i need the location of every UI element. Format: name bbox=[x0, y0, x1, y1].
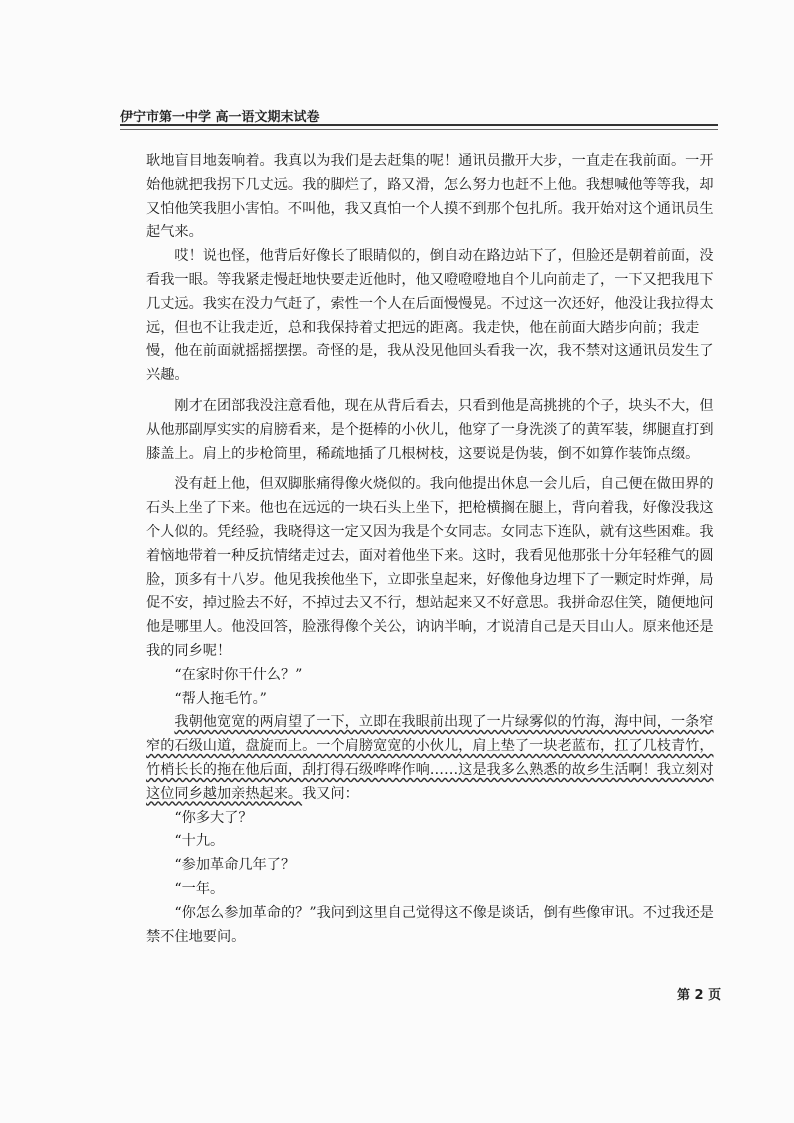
header-rule bbox=[120, 124, 718, 126]
reading-passage bbox=[146, 150, 718, 949]
paragraph: 刚才在团部我没注意看他，现在从背后看去，只看到他是高挑挑的个子，块头不大，但从他那副厚实实的肩膀看来，是个挺棒的小伙儿，他穿了一身洗淡了的黄军装，绑腿直打到膝盖上。肩上的步枪筒里，稀疏地插了几根树枝，这要说是伪装，倒不如算作装饰点缀。 bbox=[146, 397, 714, 462]
header-rule-thin bbox=[120, 129, 718, 130]
dialogue-line: “十九。 bbox=[174, 833, 225, 850]
underlined-paragraph bbox=[146, 711, 718, 806]
page-header-title: 伊宁市第一中学 高一语文期末试卷 bbox=[120, 110, 320, 125]
paragraph: 哎！说也怪，他背后好像长了眼睛似的，倒自动在路边站下了，但脸还是朝着前面，没看我一眼。等我紧走慢赶地快要走近他时，他又噔噔噔地自个儿向前走了，一下又把我甩下几丈远。我实在没力气赶了，索性一个人在后面慢慢晃。不过这一次还好，他没让我拉得太远，但也不让我走近，总和我保持着丈把远的距离。我走快，他在前面大踏步向前；我走慢，他在前面就摇摇摆摆。奇怪的是，我从没见他回头看我一次，我不禁对这通讯员发生了兴趣。 bbox=[146, 248, 714, 384]
dialogue-line: “你多大了？ bbox=[174, 809, 253, 826]
paragraph-tail: 我又问： bbox=[302, 785, 359, 802]
dialogue-line: “在家时你干什么？” bbox=[174, 666, 303, 683]
page-number: 第 2 页 bbox=[677, 988, 722, 1003]
paragraph: 没有赶上他，但双脚胀痛得像火烧似的。我向他提出休息一会儿后，自己便在做田界的石头上坐了下来。他也在远远的一块石头上坐下，把枪横搁在腿上，背向着我，好像没我这个人似的。凭经验，我晓得这一定又因为我是个女同志。女同志下连队，就有这些困难。我着恼地带着一种反抗情绪走过去，面对着他坐下来。这时，我看见他那张十分年轻稚气的圆脸，顶多有十八岁。他见我挨他坐下，立即张皇起来，好像他身边埋下了一颗定时炸弹，局促不安，掉过脸去不好，不掉过去又不行，想站起来又不好意思。我拼命忍住笑，随便地问他是哪里人。他没回答，脸涨得像个关公，讷讷半晌，才说清自己是天目山人。原来他还是我的同乡呢！ bbox=[146, 476, 714, 659]
dialogue-line: “一年。 bbox=[174, 880, 225, 897]
dialogue-line: “帮人拖毛竹。” bbox=[174, 690, 267, 707]
dialogue-line: “你怎么参加革命的？”我问到这里自己觉得这不像是谈话，倒有些像审讯。不过我还是禁不住地要问。 bbox=[146, 904, 714, 945]
dialogue-line: “参加革命几年了？ bbox=[174, 857, 296, 874]
wavy-underlined-text: 我朝他宽宽的两肩望了一下，立即在我眼前出现了一片绿雾似的竹海，海中间，一条窄窄的石级山道，盘旋而上。一个肩膀宽宽的小伙儿，肩上垫了一块老蓝布，扛了几枝青竹，竹梢长长的拖在他后面，刮打得石级哗哗作响……这是我多么熟悉的故乡生活啊！我立刻对这位同乡越加亲热起来。 bbox=[146, 714, 714, 802]
paragraph: 耿地盲目地轰响着。我真以为我们是去赶集的呢！通讯员撒开大步，一直走在我前面。一开始他就把我拐下几丈远。我的脚烂了，路又滑，怎么努力也赶不上他。我想喊他等等我，却又怕他笑我胆小害怕。不叫他，我又真怕一个人摸不到那个包扎所。我开始对这个通讯员生起气来。 bbox=[146, 153, 714, 241]
